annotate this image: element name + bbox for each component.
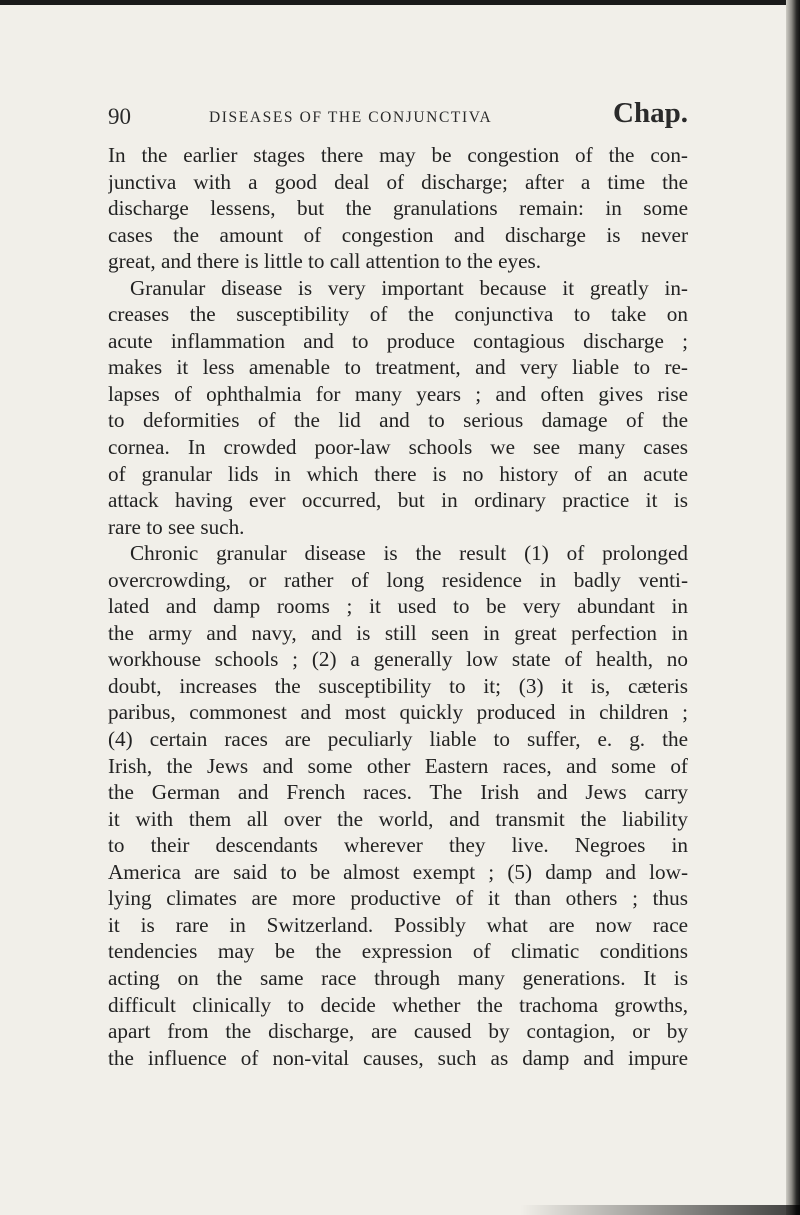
text-line: acute inflammation and to produce contagious discharge ; bbox=[108, 328, 688, 353]
text-line: America are said to be almost exempt ; (5) damp and low- bbox=[108, 859, 688, 884]
text-line: creases the susceptibility of the conjunctiva to take on bbox=[108, 302, 688, 327]
text-line: junctiva with a good deal of discharge; after a time the bbox=[108, 169, 688, 194]
text-line: the German and French races. The Irish and Jews carry bbox=[108, 780, 688, 805]
text-line: to their descendants wherever they live. Negroes in bbox=[108, 833, 688, 858]
text-line: cornea. In crowded poor-law schools we see many cases bbox=[108, 435, 688, 460]
text-line: cases the amount of congestion and discharge is never bbox=[108, 222, 688, 247]
running-title: DISEASES OF THE CONJUNCTIVA bbox=[209, 109, 493, 126]
text-line: attack having ever occurred, but in ordinary practice it is bbox=[108, 488, 688, 513]
text-line: Granular disease is very important because it greatly in- bbox=[130, 275, 688, 300]
text-line: Irish, the Jews and some other Eastern races, and some of bbox=[108, 753, 688, 778]
text-line: (4) certain races are peculiarly liable to suffer, e. g. the bbox=[108, 727, 688, 752]
page-number: 90 bbox=[108, 104, 131, 129]
text-line: it is rare in Switzerland. Possibly what are now race bbox=[108, 912, 688, 937]
text-line: paribus, commonest and most quickly produced in children ; bbox=[108, 700, 688, 725]
text-line: the army and navy, and is still seen in great perfection in bbox=[108, 620, 688, 645]
scan-top-border bbox=[0, 0, 800, 5]
text-line: tendencies may be the expression of climatic conditions bbox=[108, 939, 688, 964]
text-line: doubt, increases the susceptibility to it; (3) it is, cæteris bbox=[108, 673, 688, 698]
text-line: lated and damp rooms ; it used to be very abundant in bbox=[108, 594, 688, 619]
text-line: acting on the same race through many generations. It is bbox=[108, 965, 688, 990]
bottom-edge-shadow bbox=[520, 1205, 800, 1215]
text-line: discharge lessens, but the granulations remain: in some bbox=[108, 196, 688, 221]
text-line: apart from the discharge, are caused by contagion, or by bbox=[108, 1019, 688, 1044]
text-line: rare to see such. bbox=[108, 514, 245, 539]
text-line: lying climates are more productive of it than others ; thus bbox=[108, 886, 688, 911]
body-text bbox=[108, 142, 688, 1071]
text-line: lapses of ophthalmia for many years ; and often gives rise bbox=[108, 381, 688, 406]
text-line: Chronic granular disease is the result (1) of prolonged bbox=[130, 541, 688, 566]
text-line: to deformities of the lid and to serious damage of the bbox=[108, 408, 688, 433]
text-line: makes it less amenable to treatment, and very liable to re- bbox=[108, 355, 688, 380]
text-line: difficult clinically to decide whether the trachoma growths, bbox=[108, 992, 688, 1017]
chapter-label: Chap. bbox=[613, 97, 688, 129]
text-line: great, and there is little to call attention to the eyes. bbox=[108, 249, 542, 274]
running-header bbox=[108, 97, 688, 136]
text-line: In the earlier stages there may be congestion of the con- bbox=[108, 143, 688, 167]
text-line: of granular lids in which there is no history of an acute bbox=[108, 461, 688, 486]
text-line: workhouse schools ; (2) a generally low state of health, no bbox=[108, 647, 688, 672]
text-line: the influence of non-vital causes, such as damp and impure bbox=[108, 1045, 688, 1070]
text-line: it with them all over the world, and transmit the liability bbox=[108, 806, 688, 831]
page-edge-shadow bbox=[786, 0, 800, 1215]
text-line: overcrowding, or rather of long residence in badly venti- bbox=[108, 567, 688, 592]
